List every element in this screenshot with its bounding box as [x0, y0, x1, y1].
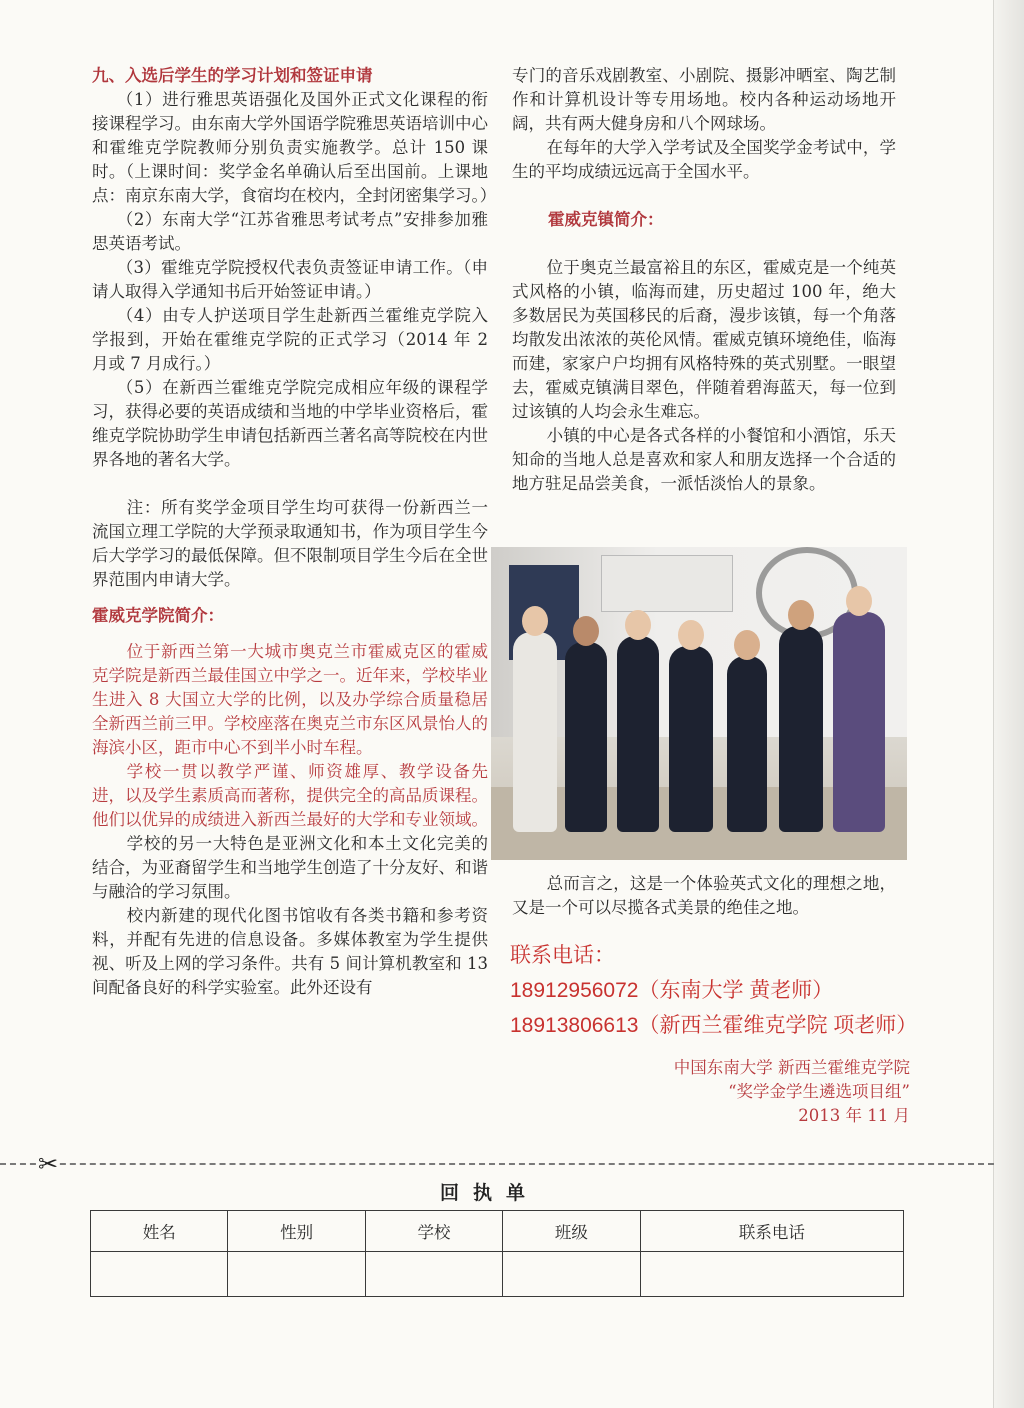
scholarship-note: 注：所有奖学金项目学生均可获得一份新西兰一流国立理工学院的大学预录取通知书，作为项目学生今后大学学习的最低保障。但不限制项目学生今后在全世界范围内申请大学。 — [92, 498, 488, 589]
reply-col-class: 班级 — [503, 1211, 640, 1252]
cut-line — [0, 1163, 994, 1165]
reply-col-name: 姓名 — [91, 1211, 228, 1252]
reply-cell-gender[interactable] — [228, 1252, 365, 1297]
college-paragraph-5: 在每年的大学入学考试及全国奖学金考试中，学生的平均成绩远远高于全国水平。 — [512, 138, 896, 181]
reply-cell-phone[interactable] — [640, 1252, 903, 1297]
section9-item-4: （4）由专人护送项目学生赴新西兰霍维克学院入学报到，开始在霍维克学院的正式学习（2014 年 2 月或 7 月成行。） — [92, 306, 488, 373]
section9-item-1: （1）进行雅思英语强化及国外正式文化课程的衔接课程学习。由东南大学外国语学院雅思英语培训中心和霍维克学院教师分别负责实施教学。总计 150 课时。（上课时间：奖学金名单确认后至出国前。上课地点：南京东南大学，食宿均在校内，全封闭密集学习。） — [92, 90, 497, 205]
reply-form-header-row — [91, 1211, 904, 1252]
contact-label: 联系电话： — [510, 944, 615, 967]
section9-item-5: （5）在新西兰霍维克学院完成相应年级的课程学习，获得必要的英语成绩和当地的中学毕业资格后，霍维克学院协助学生申请包括新西兰著名高等院校在内世界各地的著名大学。 — [92, 378, 488, 469]
signature-block — [600, 1056, 910, 1128]
reply-cell-name[interactable] — [91, 1252, 228, 1297]
reply-form-table — [90, 1210, 904, 1297]
college-heading: 霍威克学院简介： — [92, 606, 224, 625]
reply-form-title: 回执单 — [440, 1182, 540, 1204]
signature-date: 2013 年 11 月 — [798, 1106, 910, 1125]
town-paragraph-1: 位于奥克兰最富裕且的东区，霍威克是一个纯英式风格的小镇，临海而建，历史超过 100 年，绝大多数居民为英国移民的后裔，漫步该镇，每一个角落均散发出浓浓的英伦风情。霍威克镇环境绝佳，临海而建，家家户户均拥有风格特殊的英式别墅。一眼望去，霍威克镇满目翠色，伴随着碧海蓝天，每一位到过该镇的人均会永生难忘。 — [512, 258, 896, 421]
page-edge — [993, 0, 1024, 1408]
reply-col-school: 学校 — [365, 1211, 502, 1252]
contact-line-2: 18913806613（新西兰霍维克学院 项老师） — [510, 1014, 918, 1037]
town-summary: 总而言之，这是一个体验英式文化的理想之地，又是一个可以尽揽各式美景的绝佳之地。 — [512, 874, 896, 917]
group-photo — [491, 547, 907, 860]
signature-org: 中国东南大学 新西兰霍维克学院 — [673, 1058, 910, 1077]
college-paragraph-4: 校内新建的现代化图书馆收有各类书籍和参考资料，并配有先进的信息设备。多媒体教室为学生提供视、听及上网的学习条件。共有 5 间计算机教室和 13 间配备良好的科学实验室。此外还设有 — [92, 906, 488, 997]
town-heading: 霍威克镇简介： — [548, 210, 664, 229]
reply-cell-school[interactable] — [365, 1252, 502, 1297]
college-paragraph-2: 学校一贯以教学严谨、师资雄厚、教学设备先进，以及学生素质高而著称，提供完全的高品质课程。他们以优异的成绩进入新西兰最好的大学和专业领域。 — [92, 762, 488, 829]
right-column — [512, 64, 896, 496]
section9-item-3: （3）霍维克学院授权代表负责签证申请工作。（申请人取得入学通知书后开始签证申请。） — [92, 258, 488, 301]
college-paragraph-3: 学校的另一大特色是亚洲文化和本土文化完美的结合，为亚裔留学生和当地学生创造了十分友好、和谐与融洽的学习氛围。 — [92, 834, 488, 901]
college-paragraph-4-continued: 专门的音乐戏剧教室、小剧院、摄影冲晒室、陶艺制作和计算机设计等专用场地。校内各种运动场地开阔，共有两大健身房和八个网球场。 — [512, 66, 896, 133]
summary-block — [512, 872, 896, 920]
town-paragraph-2: 小镇的中心是各式各样的小餐馆和小酒馆，乐天知命的当地人总是喜欢和家人和朋友选择一个合适的地方驻足品尝美食，一派恬淡怡人的景象。 — [512, 426, 896, 493]
reply-col-phone: 联系电话 — [640, 1211, 903, 1252]
college-paragraph-1: 位于新西兰第一大城市奥克兰市霍威克区的霍威克学院是新西兰最佳国立中学之一。近年来，学校毕业生进入 8 大国立大学的比例，以及办学综合质量稳居全新西兰前三甲。学校座落在奥克兰市东区风景怡人的海滨小区，距市中心不到半小时车程。 — [92, 642, 488, 757]
scissors-icon: ✂ — [38, 1150, 59, 1178]
reply-cell-class[interactable] — [503, 1252, 640, 1297]
reply-col-gender: 性别 — [228, 1211, 365, 1252]
section9-item-2: （2）东南大学“江苏省雅思考试考点”安排参加雅思英语考试。 — [92, 210, 488, 253]
contact-block — [510, 938, 930, 1043]
section9-heading: 九、入选后学生的学习计划和签证申请 — [92, 66, 373, 85]
reply-form-entry-row — [91, 1252, 904, 1297]
contact-line-1: 18912956072（东南大学 黄老师） — [510, 979, 834, 1002]
left-column — [92, 64, 497, 1000]
signature-group: “奖学金学生遴选项目组” — [728, 1082, 910, 1101]
